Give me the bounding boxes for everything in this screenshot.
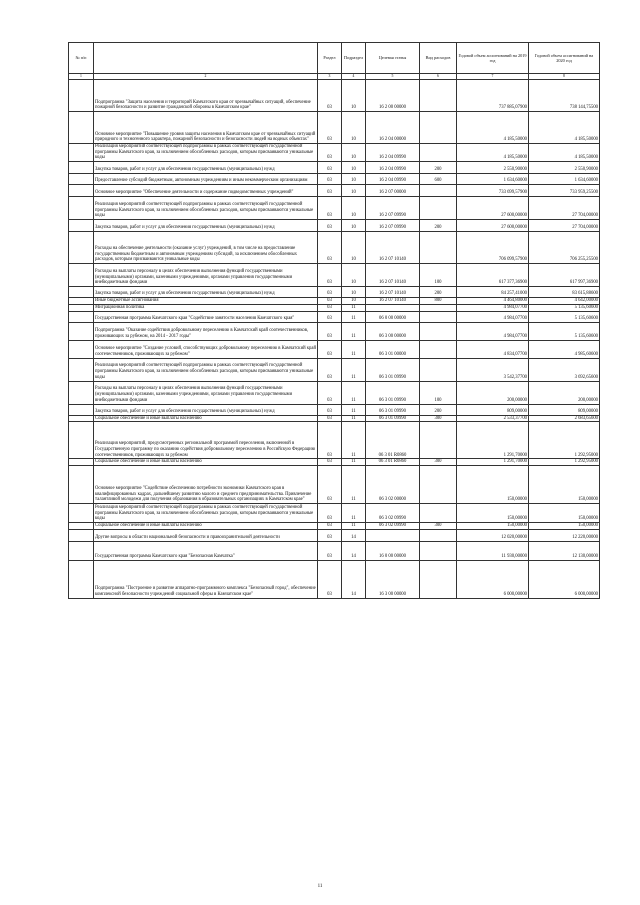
item-name-cell: Государственная программа Камчатского края "Безопасная Камчатка"	[94, 541, 318, 560]
table-row	[69, 529, 600, 541]
amount-2019-cell: 200,00000	[457, 381, 529, 404]
razdel-cell: 03	[318, 523, 342, 530]
podrazdel-cell: 11	[342, 422, 366, 459]
row-number-cell	[69, 112, 94, 144]
amount-2020-cell: 5 135,60600	[529, 304, 600, 311]
column-number: 6	[420, 74, 457, 80]
item-name-cell: Расходы на выплаты персоналу в целях обеспечения выполнения функций государственными (муниципальными) органами, казенными учреждениями, органами управления государственными внебюджетными фондами	[94, 381, 318, 404]
razdel-cell: 03	[318, 220, 342, 232]
amount-2020-cell: 200,00000	[529, 381, 600, 404]
expense-type-cell: 100	[420, 381, 457, 404]
podrazdel-cell: 10	[342, 174, 366, 185]
target-article-cell: 16 2 07 10140	[366, 232, 420, 264]
table-row	[69, 560, 600, 598]
amount-2019-cell: 2 550,90000	[457, 162, 529, 174]
amount-2019-cell: 4 984,07700	[457, 322, 529, 340]
expense-type-cell: 300	[420, 415, 457, 422]
item-name-cell: Иные бюджетные ассигнования	[94, 298, 318, 305]
item-name-cell: Реализация мероприятий соответствующей подпрограммы в рамках соответствующей государственной программы Камчатского края, за исключением обособленных расходов, которым присваиваются уникальные коды	[94, 144, 318, 162]
header-cell: Годовой объем ассигнований на 2019 год	[457, 43, 529, 74]
razdel-cell: 03	[318, 340, 342, 358]
header-cell: Вид расходов	[420, 43, 457, 74]
expense-type-cell	[420, 197, 457, 220]
razdel-cell: 03	[318, 197, 342, 220]
expense-type-cell: 200	[420, 220, 457, 232]
expense-type-cell: 100	[420, 264, 457, 287]
amount-2020-cell: 2 683,65600	[529, 415, 600, 422]
razdel-cell: 03	[318, 311, 342, 322]
amount-2020-cell: 1 292,95000	[529, 459, 600, 466]
budget-table	[68, 42, 600, 599]
item-name-cell: Закупка товаров, работ и услуг для обеспечения государственных (муниципальных) нужд	[94, 287, 318, 298]
table-row	[69, 381, 600, 404]
table-row	[69, 174, 600, 185]
razdel-cell: 03	[318, 504, 342, 523]
podrazdel-cell: 14	[342, 541, 366, 560]
item-name-cell: Социальное обеспечение и иные выплаты населению	[94, 415, 318, 422]
item-name-cell: Реализация мероприятий соответствующей подпрограммы в рамках соответствующей государственной программы Камчатского края, за исключением обособленных расходов, которым присваиваются уникальные коды	[94, 197, 318, 220]
amount-2019-cell: 150,00000	[457, 504, 529, 523]
expense-type-cell: 200	[420, 162, 457, 174]
amount-2020-cell: 27 704,00000	[529, 197, 600, 220]
row-number-cell	[69, 311, 94, 322]
row-number-cell	[69, 358, 94, 381]
expense-type-cell	[420, 304, 457, 311]
target-article-cell: 06 3 01 09990	[366, 404, 420, 415]
podrazdel-cell: 14	[342, 529, 366, 541]
row-number-cell	[69, 415, 94, 422]
target-article-cell: 16 3 00 00000	[366, 560, 420, 598]
expense-type-cell	[420, 358, 457, 381]
razdel-cell: 03	[318, 459, 342, 466]
row-number-cell	[69, 422, 94, 459]
expense-type-cell	[420, 311, 457, 322]
razdel-cell: 03	[318, 322, 342, 340]
header-cell: Годовой объем ассигнований на 2020 год	[529, 43, 600, 74]
table-row	[69, 404, 600, 415]
expense-type-cell	[420, 80, 457, 112]
row-number-cell	[69, 287, 94, 298]
row-number-cell	[69, 541, 94, 560]
table-row	[69, 358, 600, 381]
podrazdel-cell: 10	[342, 298, 366, 305]
amount-2020-cell: 4 185,50000	[529, 112, 600, 144]
table-row	[69, 232, 600, 264]
table-row	[69, 340, 600, 358]
table-row	[69, 459, 600, 466]
row-number-cell	[69, 459, 94, 466]
razdel-cell: 03	[318, 358, 342, 381]
podrazdel-cell: 10	[342, 264, 366, 287]
target-article-cell: 16 2 07 10140	[366, 298, 420, 305]
amount-2020-cell: 150,00000	[529, 504, 600, 523]
razdel-cell: 03	[318, 174, 342, 185]
razdel-cell: 03	[318, 529, 342, 541]
amount-2019-cell: 1 634,60000	[457, 174, 529, 185]
podrazdel-cell: 11	[342, 358, 366, 381]
expense-type-cell	[420, 112, 457, 144]
item-name-cell: Социальное обеспечение и иные выплаты населению	[94, 459, 318, 466]
expense-type-cell	[420, 504, 457, 523]
podrazdel-cell: 11	[342, 340, 366, 358]
item-name-cell: Другие вопросы в области национальной безопасности и правоохранительной деятельности	[94, 529, 318, 541]
amount-2019-cell: 27 600,00000	[457, 197, 529, 220]
target-article-cell: 06 3 01 00000	[366, 340, 420, 358]
target-article-cell: 16 2 07 10140	[366, 287, 420, 298]
table-row	[69, 541, 600, 560]
item-name-cell: Социальное обеспечение и иные выплаты населению	[94, 523, 318, 530]
amount-2020-cell: 733 959,25500	[529, 185, 600, 197]
row-number-cell	[69, 340, 94, 358]
item-name-cell: Расходы на выплаты персоналу в целях обеспечения выполнения функций государственными (муниципальными) органами, казенными учреждениями, органами управления государственными внебюджетными фондами	[94, 264, 318, 287]
target-article-cell: 06 3 01 R0860	[366, 422, 420, 459]
amount-2019-cell: 1 291,70000	[457, 422, 529, 459]
razdel-cell: 03	[318, 304, 342, 311]
amount-2019-cell: 809,00000	[457, 404, 529, 415]
item-name-cell: Реализация мероприятий соответствующей подпрограммы в рамках соответствующей государственной программы Камчатского края, за исключением обособленных расходов, которым присваиваются уникальные коды	[94, 358, 318, 381]
row-number-cell	[69, 298, 94, 305]
table-row	[69, 220, 600, 232]
razdel-cell: 03	[318, 415, 342, 422]
podrazdel-cell: 14	[342, 560, 366, 598]
amount-2020-cell: 4 642,00000	[529, 298, 600, 305]
expense-type-cell	[420, 232, 457, 264]
item-name-cell: Реализация мероприятий, предусмотренных региональной программой переселения, включенной в Государственную программу по оказанию содействия добровольному переселению в Российскую Федерацию соотечественников, проживающих за рубежом	[94, 422, 318, 459]
header-cell: Целевая статья	[366, 43, 420, 74]
target-article-cell: 06 0 00 00000	[366, 311, 420, 322]
amount-2019-cell: 737 885,07900	[457, 80, 529, 112]
amount-2020-cell: 83 615,88600	[529, 287, 600, 298]
razdel-cell: 03	[318, 541, 342, 560]
target-article-cell: 16 2 04 00000	[366, 112, 420, 144]
column-number: 2	[94, 74, 318, 80]
column-number: 5	[366, 74, 420, 80]
target-article-cell	[366, 529, 420, 541]
razdel-cell: 03	[318, 466, 342, 504]
item-name-cell: Закупка товаров, работ и услуг для обеспечения государственных (муниципальных) нужд	[94, 220, 318, 232]
razdel-cell: 03	[318, 560, 342, 598]
amount-2019-cell: 11 930,00000	[457, 541, 529, 560]
razdel-cell: 03	[318, 381, 342, 404]
item-name-cell: Расходы на обеспечение деятельности (оказание услуг) учреждений, в том числе на предоставление государственным бюджетным и автономным учреждениям субсидий, за исключением обособленных расходов, которым присваиваются уникальные коды	[94, 232, 318, 264]
target-article-cell: 06 3 02 00000	[366, 466, 420, 504]
podrazdel-cell: 11	[342, 311, 366, 322]
podrazdel-cell: 10	[342, 144, 366, 162]
item-name-cell: Основное мероприятие "Повышение уровня защиты населения в Камчатском крае от чрезвычайных ситуаций природного и техногенного характера, пожарной безопасности и безопасности людей на водных объектах"	[94, 112, 318, 144]
item-name-cell: Государственная программа Камчатского края "Содействие занятости населения Камчатского края"	[94, 311, 318, 322]
razdel-cell: 03	[318, 185, 342, 197]
row-number-cell	[69, 80, 94, 112]
amount-2020-cell: 12 130,00000	[529, 541, 600, 560]
target-article-cell: 06 3 01 09990	[366, 381, 420, 404]
target-article-cell: 16 2 00 00000	[366, 80, 420, 112]
amount-2020-cell: 617 997,36900	[529, 264, 600, 287]
target-article-cell: 06 3 01 R0860	[366, 459, 420, 466]
table-body	[69, 80, 600, 599]
amount-2019-cell: 6 000,00000	[457, 560, 529, 598]
row-number-cell	[69, 560, 94, 598]
amount-2019-cell: 4 464,80000	[457, 298, 529, 305]
amount-2020-cell: 4 985,60600	[529, 340, 600, 358]
row-number-cell	[69, 174, 94, 185]
expense-type-cell: 300	[420, 459, 457, 466]
target-article-cell: 06 3 02 09990	[366, 504, 420, 523]
podrazdel-cell: 11	[342, 504, 366, 523]
target-article-cell: 06 3 00 00000	[366, 322, 420, 340]
podrazdel-cell: 10	[342, 220, 366, 232]
row-number-cell	[69, 264, 94, 287]
razdel-cell: 03	[318, 112, 342, 144]
amount-2020-cell: 738 144,75500	[529, 80, 600, 112]
page-number: 11	[317, 884, 323, 889]
target-article-cell: 16 2 07 00000	[366, 185, 420, 197]
table-row	[69, 144, 600, 162]
amount-2020-cell: 4 185,50000	[529, 144, 600, 162]
podrazdel-cell: 11	[342, 404, 366, 415]
amount-2019-cell: 84 257,41000	[457, 287, 529, 298]
amount-2020-cell: 809,00000	[529, 404, 600, 415]
amount-2019-cell: 150,00000	[457, 523, 529, 530]
razdel-cell: 03	[318, 232, 342, 264]
expense-type-cell	[420, 529, 457, 541]
razdel-cell: 03	[318, 422, 342, 459]
header-cell: № п/п	[69, 43, 94, 74]
razdel-cell: 03	[318, 404, 342, 415]
column-number: 7	[457, 74, 529, 80]
amount-2019-cell: 4 834,07700	[457, 340, 529, 358]
expense-type-cell	[420, 185, 457, 197]
expense-type-cell	[420, 322, 457, 340]
amount-2019-cell: 4 984,07700	[457, 311, 529, 322]
expense-type-cell: 800	[420, 298, 457, 305]
podrazdel-cell: 11	[342, 466, 366, 504]
amount-2020-cell: 150,00000	[529, 523, 600, 530]
table-row	[69, 287, 600, 298]
column-number: 4	[342, 74, 366, 80]
target-article-cell: 16 2 04 09990	[366, 174, 420, 185]
expense-type-cell	[420, 422, 457, 459]
amount-2019-cell: 706 099,57900	[457, 232, 529, 264]
row-number-cell	[69, 523, 94, 530]
amount-2020-cell: 2 550,90000	[529, 162, 600, 174]
podrazdel-cell: 10	[342, 197, 366, 220]
amount-2020-cell: 5 135,60600	[529, 322, 600, 340]
item-name-cell: Подпрограмма "Защита населения и территорий Камчатского края от чрезвычайных ситуаций, обеспечение пожарной безопасности и развитие гражданской обороны в Камчатском крае"	[94, 80, 318, 112]
amount-2019-cell: 27 600,00000	[457, 220, 529, 232]
amount-2020-cell: 3 692,65600	[529, 358, 600, 381]
podrazdel-cell: 10	[342, 185, 366, 197]
amount-2019-cell: 12 020,00000	[457, 529, 529, 541]
expense-type-cell: 200	[420, 404, 457, 415]
amount-2019-cell: 150,00000	[457, 466, 529, 504]
row-number-cell	[69, 529, 94, 541]
row-number-cell	[69, 197, 94, 220]
item-name-cell: Подпрограмма "Оказание содействия добровольному переселению в Камчатский край соотечественников, проживающих за рубежом, на 2014 - 2017 годы"	[94, 322, 318, 340]
row-number-cell	[69, 404, 94, 415]
row-number-cell	[69, 220, 94, 232]
expense-type-cell	[420, 144, 457, 162]
expense-type-cell	[420, 560, 457, 598]
podrazdel-cell: 10	[342, 232, 366, 264]
podrazdel-cell: 11	[342, 523, 366, 530]
razdel-cell: 03	[318, 264, 342, 287]
podrazdel-cell: 11	[342, 322, 366, 340]
amount-2019-cell: 4 984,07700	[457, 304, 529, 311]
amount-2020-cell: 12 220,00000	[529, 529, 600, 541]
amount-2019-cell: 617 377,36900	[457, 264, 529, 287]
amount-2020-cell: 706 255,25500	[529, 232, 600, 264]
expense-type-cell: 300	[420, 523, 457, 530]
header-cell	[94, 43, 318, 74]
podrazdel-cell: 10	[342, 112, 366, 144]
table-row	[69, 185, 600, 197]
item-name-cell: Реализация мероприятий соответствующей подпрограммы в рамках соответствующей государственной программы Камчатского края, за исключением обособленных расходов, которым присваиваются уникальные коды	[94, 504, 318, 523]
header-cell: Подраздел	[342, 43, 366, 74]
target-article-cell: 06 3 01 09990	[366, 358, 420, 381]
razdel-cell: 03	[318, 287, 342, 298]
expense-type-cell: 600	[420, 174, 457, 185]
amount-2020-cell: 6 000,00000	[529, 560, 600, 598]
razdel-cell: 03	[318, 144, 342, 162]
amount-2020-cell: 5 135,60600	[529, 311, 600, 322]
column-number: 8	[529, 74, 600, 80]
target-article-cell	[366, 304, 420, 311]
razdel-cell: 03	[318, 298, 342, 305]
amount-2019-cell: 1 291,70000	[457, 459, 529, 466]
amount-2019-cell: 4 185,50000	[457, 112, 529, 144]
row-number-cell	[69, 381, 94, 404]
amount-2019-cell: 733 699,57900	[457, 185, 529, 197]
item-name-cell: Подпрограмма "Построение и развитие аппаратно-программного комплекса "Безопасный город", обеспечение комплексной безопасности учреждений социальной сферы в Камчатском крае"	[94, 560, 318, 598]
table-row	[69, 422, 600, 459]
row-number-cell	[69, 162, 94, 174]
item-name-cell: Миграционная политика	[94, 304, 318, 311]
table-row	[69, 311, 600, 322]
item-name-cell: Закупка товаров, работ и услуг для обеспечения государственных (муниципальных) нужд	[94, 162, 318, 174]
podrazdel-cell: 11	[342, 459, 366, 466]
target-article-cell: 16 0 00 00000	[366, 541, 420, 560]
row-number-cell	[69, 304, 94, 311]
header-row	[69, 43, 600, 74]
amount-2019-cell: 2 533,37700	[457, 415, 529, 422]
item-name-cell: Основное мероприятие "Создание условий, способствующих добровольному переселению в Камчатский край соотечественников, проживающих за рубежом"	[94, 340, 318, 358]
column-number: 1	[69, 74, 94, 80]
item-name-cell: Закупка товаров, работ и услуг для обеспечения государственных (муниципальных) нужд	[94, 404, 318, 415]
amount-2020-cell: 27 704,00000	[529, 220, 600, 232]
table-row	[69, 466, 600, 504]
row-number-cell	[69, 185, 94, 197]
amount-2020-cell: 1 634,60000	[529, 174, 600, 185]
table-row	[69, 298, 600, 305]
item-name-cell: Предоставление субсидий бюджетным, автономным учреждениям и иным некоммерческим организациям	[94, 174, 318, 185]
expense-type-cell: 200	[420, 287, 457, 298]
table-row	[69, 197, 600, 220]
expense-type-cell	[420, 340, 457, 358]
amount-2020-cell: 1 292,95000	[529, 422, 600, 459]
razdel-cell: 03	[318, 162, 342, 174]
target-article-cell: 16 2 07 10140	[366, 264, 420, 287]
item-name-cell: Основное мероприятие "Обеспечение деятельности и содержание подведомственных учреждений"	[94, 185, 318, 197]
podrazdel-cell: 10	[342, 162, 366, 174]
table-row	[69, 523, 600, 530]
target-article-cell: 06 3 02 09990	[366, 523, 420, 530]
row-number-cell	[69, 466, 94, 504]
table-row	[69, 264, 600, 287]
podrazdel-cell: 10	[342, 80, 366, 112]
podrazdel-cell: 11	[342, 304, 366, 311]
table-row	[69, 80, 600, 112]
table-row	[69, 322, 600, 340]
table-row	[69, 162, 600, 174]
target-article-cell: 16 2 07 09990	[366, 220, 420, 232]
target-article-cell: 16 2 04 09990	[366, 144, 420, 162]
column-number: 3	[318, 74, 342, 80]
row-number-cell	[69, 322, 94, 340]
target-article-cell: 06 3 01 09990	[366, 415, 420, 422]
amount-2020-cell: 150,00000	[529, 466, 600, 504]
row-number-cell	[69, 232, 94, 264]
table-row	[69, 112, 600, 144]
row-number-cell	[69, 144, 94, 162]
expense-type-cell	[420, 541, 457, 560]
header-cell: Раздел	[318, 43, 342, 74]
item-name-cell: Основное мероприятие "Содействие обеспечению потребности экономики Камчатского края в квалифицированных кадрах, дальнейшему развитию малого и среднего предпринимательства. Привлечение талантливой молодежи для получения образования в образовательных организациях в Камчатском крае"	[94, 466, 318, 504]
row-number-cell	[69, 504, 94, 523]
amount-2019-cell: 4 185,50000	[457, 144, 529, 162]
podrazdel-cell: 10	[342, 287, 366, 298]
table-row	[69, 415, 600, 422]
razdel-cell: 03	[318, 80, 342, 112]
expense-type-cell	[420, 466, 457, 504]
target-article-cell: 16 2 07 09990	[366, 197, 420, 220]
table-row	[69, 504, 600, 523]
amount-2019-cell: 3 542,37700	[457, 358, 529, 381]
target-article-cell: 16 2 04 09990	[366, 162, 420, 174]
podrazdel-cell: 11	[342, 415, 366, 422]
table-row	[69, 304, 600, 311]
podrazdel-cell: 11	[342, 381, 366, 404]
